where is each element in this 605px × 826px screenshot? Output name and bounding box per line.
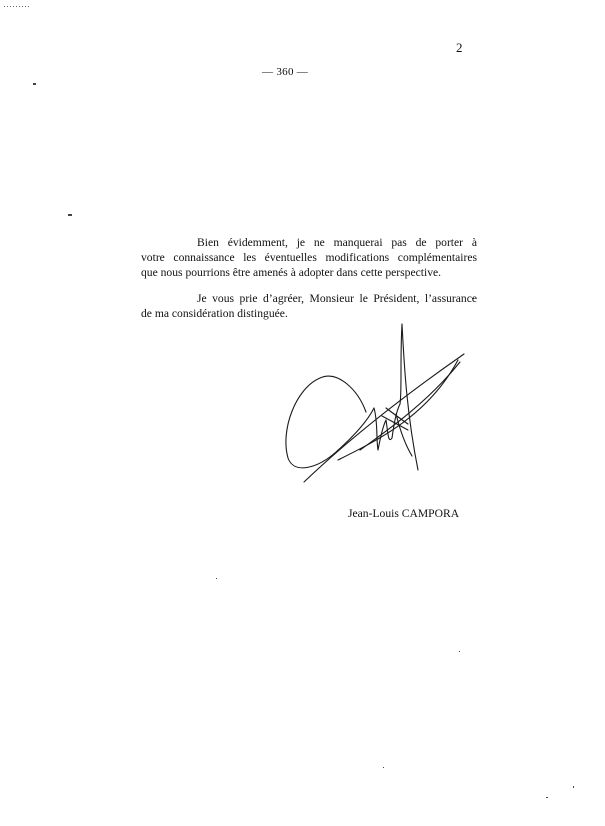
text-line: Je vous prie d’agréer, Monsieur le Président, l’assurance (197, 292, 477, 305)
text-line: Bien évidemment, je ne manquerai pas de porter à (197, 236, 477, 249)
folio-number: — 360 — (262, 66, 309, 78)
handwritten-signature (278, 320, 478, 490)
text-line: votre connaissance les éventuelles modifications complémentaires (141, 251, 477, 264)
paragraph-closing-info (141, 235, 477, 280)
scan-mark (68, 214, 72, 216)
text-line: que nous pourrions être amenés à adopter dans cette perspective. (141, 266, 442, 279)
scan-mark (33, 83, 36, 85)
text-line: de ma considération distinguée. (141, 307, 288, 320)
signatory-name: Jean-Louis CAMPORA (348, 507, 460, 520)
scan-mark (573, 786, 574, 788)
scan-mark (216, 578, 217, 579)
scan-dots (4, 6, 30, 7)
scan-mark (546, 797, 548, 798)
scan-mark (459, 651, 460, 652)
scan-mark (383, 767, 384, 768)
page-number: 2 (456, 40, 463, 55)
paragraph-salutation (141, 291, 477, 321)
